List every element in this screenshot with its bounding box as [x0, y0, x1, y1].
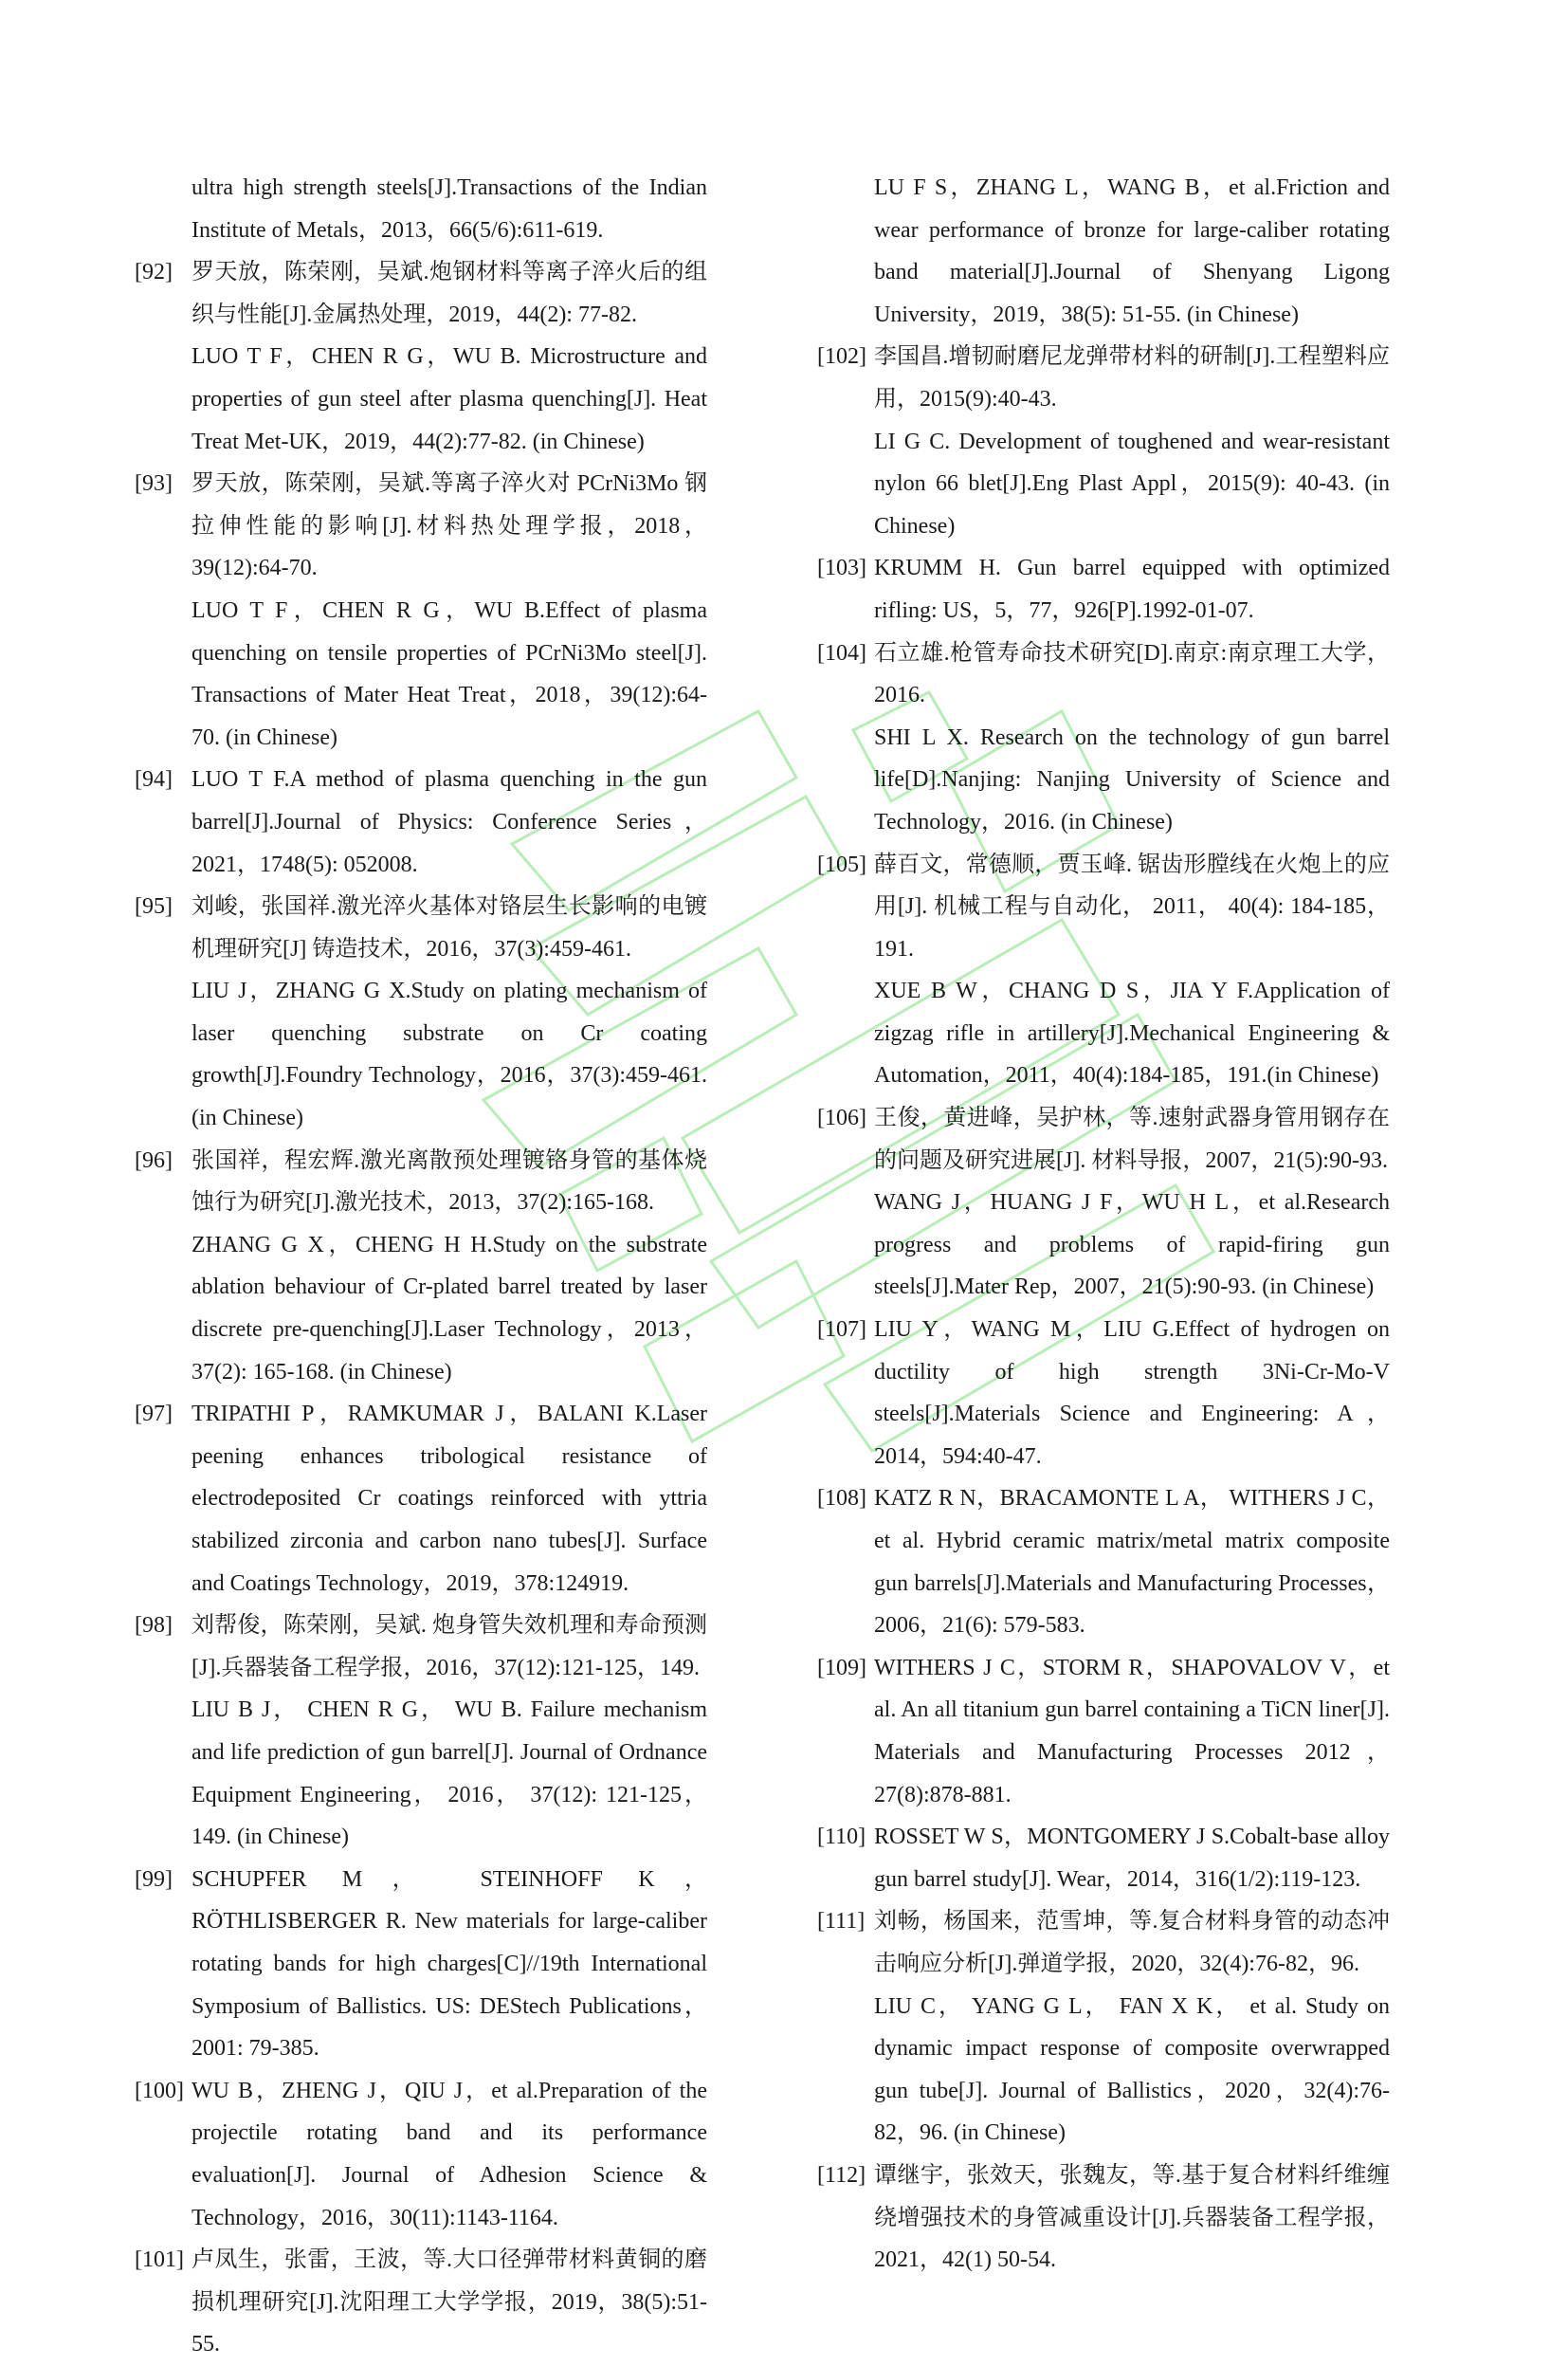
reference-number: [99]: [135, 1866, 173, 1892]
reference-text: ultra high strength steels[J].Transactions of the Indian Institute of Metals，2013，66(5/6):611-619.: [191, 175, 707, 243]
reference-entry: [135, 1393, 707, 1605]
reference-text-chinese: 石立雄.枪管寿命技术研究[D].南京:南京理工大学，2016.: [874, 640, 1390, 708]
reference-entry: [135, 463, 707, 759]
reference-number: [98]: [135, 1613, 173, 1639]
reference-entry: [817, 336, 1390, 547]
reference-text: LIU Y，WANG M，LIU G.Effect of hydrogen on ductility of high strength 3Ni-Cr-Mo-V steels[J].Materials Science and Engineering: A，2014，594:40-47.: [874, 1317, 1390, 1469]
reference-entry: [817, 1477, 1390, 1646]
reference-entry: [135, 886, 707, 1140]
reference-text-chinese: 王俊，黄进峰，吴护林，等.速射武器身管用钢存在的问题及研究进展[J]. 材料导报，2007，21(5):90-93.: [874, 1106, 1390, 1173]
reference-number: [107]: [817, 1317, 866, 1343]
reference-number: [112]: [817, 2162, 866, 2188]
reference-entry: [135, 1140, 707, 1394]
reference-text-english: LI G C. Development of toughened and wear-resistant nylon 66 blet[J].Eng Plast Appl，2015(9): 40-43. (in Chinese): [874, 429, 1390, 539]
reference-number: [95]: [135, 894, 173, 920]
reference-text-chinese: 罗天放，陈荣刚，吴斌.炮钢材料等离子淬火后的组织与性能[J].金属热处理，2019，44(2): 77-82.: [191, 260, 707, 327]
reference-text-english: LIU J，ZHANG G X.Study on plating mechanism of laser quenching substrate on Cr coating growth[J].Foundry Technology，2016，37(3):459-461. (in Chinese): [191, 979, 707, 1131]
reference-entry: [817, 547, 1390, 632]
reference-text: WU B，ZHENG J，QIU J，et al.Preparation of the projectile rotating band and its performance evaluation[J]. Journal of Adhesion Science & Technology，2016，30(11):1143-1164.: [191, 2078, 707, 2230]
reference-number: [97]: [135, 1402, 173, 1427]
reference-text-english: LIU B J， CHEN R G， WU B. Failure mechanism and life prediction of gun barrel[J]. Journal of Ordnance Equipment Engineering， 2016， 37(12): 121-125，149. (in Chinese): [191, 1697, 707, 1850]
reference-column-right: [817, 167, 1390, 2282]
reference-entry: [135, 1859, 707, 2070]
reference-entry: [817, 633, 1390, 844]
reference-text-english: LIU C， YANG G L， FAN X K， et al. Study on dynamic impact response of composite overwrapped gun tube[J]. Journal of Ballistics，2020，32(4):76-82，96. (in Chinese): [874, 1993, 1390, 2146]
reference-entry: [817, 1900, 1390, 2155]
reference-number: [103]: [817, 556, 866, 581]
reference-text-chinese: 张国祥，程宏辉.激光离散预处理镀铬身管的基体烧蚀行为研究[J].激光技术，2013，37(2):165-168.: [191, 1147, 707, 1216]
reference-text-english: LUO T F，CHEN R G，WU B. Microstructure and properties of gun steel after plasma quenching[J]. Heat Treat Met-UK，2019，44(2):77-82. (in Chinese): [191, 344, 707, 454]
reference-number: [110]: [817, 1825, 866, 1850]
reference-entry: [135, 2070, 707, 2239]
reference-text: LUO T F.A method of plasma quenching in the gun barrel[J].Journal of Physics: Conference Series，2021，1748(5): 052008.: [191, 767, 707, 877]
reference-entry: [135, 167, 707, 251]
reference-text-english: XUE B W，CHANG D S，JIA Y F.Application of zigzag rifle in artillery[J].Mechanical Engineering & Automation，2011，40(4):184-185，191.(in Chinese): [874, 979, 1390, 1089]
reference-text-english: SHI L X. Research on the technology of gun barrel life[D].Nanjing: Nanjing University of Science and Technology，2016. (in Chinese): [874, 724, 1390, 835]
reference-text-english: LUO T F，CHEN R G，WU B.Effect of plasma quenching on tensile properties of PCrNi3Mo steel[J]. Transactions of Mater Heat Treat，2018，39(12):64-70. (in Chinese): [191, 597, 707, 750]
reference-number: [96]: [135, 1147, 173, 1173]
reference-number: [111]: [817, 1909, 866, 1935]
reference-text-chinese: 罗天放，陈荣刚，吴斌.等离子淬火对 PCrNi3Mo 钢拉伸性能的影响[J].材料热处理学报，2018，39(12):64-70.: [191, 471, 707, 581]
reference-entry: [135, 1605, 707, 1859]
reference-number: [94]: [135, 767, 173, 793]
reference-number: [93]: [135, 471, 173, 497]
reference-text-chinese: 卢凤生，张雷，王波，等.大口径弹带材料黄铜的磨损机理研究[J].沈阳理工大学学报，2019，38(5):51-55.: [191, 2247, 707, 2357]
reference-text-chinese: 李国昌.增韧耐磨尼龙弹带材料的研制[J].工程塑料应用，2015(9):40-43.: [874, 344, 1390, 412]
reference-number: [92]: [135, 260, 173, 285]
reference-number: [108]: [817, 1486, 866, 1512]
reference-text-chinese: 谭继宇，张效天，张魏友，等.基于复合材料纤维缠绕增强技术的身管减重设计[J].兵器装备工程学报，2021，42(1) 50-54.: [874, 2162, 1390, 2273]
reference-text: LU F S，ZHANG L，WANG B，et al.Friction and wear performance of bronze for large-caliber rotating band material[J].Journal of Shenyang Ligong University，2019，38(5): 51-55. (in Chinese): [874, 175, 1390, 327]
reference-text: WITHERS J C，STORM R，SHAPOVALOV V，et al. An all titanium gun barrel containing a TiCN liner[J]. Materials and Manufacturing Processes 2012，27(8):878-881.: [874, 1655, 1390, 1807]
reference-text: KRUMM H. Gun barrel equipped with optimized rifling: US，5，77，926[P].1992-01-07.: [874, 556, 1390, 623]
reference-entry: [817, 1309, 1390, 1477]
reference-text: ROSSET W S，MONTGOMERY J S.Cobalt-base alloy gun barrel study[J]. Wear，2014，316(1/2):119-123.: [874, 1825, 1390, 1892]
reference-entry: [817, 844, 1390, 1098]
reference-entry: [817, 167, 1390, 336]
reference-text-chinese: 刘峻，张国祥.激光淬火基体对铬层生长影响的电镀机理研究[J] 铸造技术，2016，37(3):459-461.: [191, 894, 707, 962]
reference-number: [101]: [135, 2247, 184, 2273]
reference-text-english: WANG J，HUANG J F，WU H L，et al.Research progress and problems of rapid-firing gun steels[J].Mater Rep，2007，21(5):90-93. (in Chinese): [874, 1190, 1390, 1300]
reference-entry: [135, 759, 707, 886]
reference-text-english: ZHANG G X，CHENG H H.Study on the substrate ablation behaviour of Cr-plated barrel treated by laser discrete pre-quenching[J].Laser Technology，2013，37(2): 165-168. (in Chinese): [191, 1232, 707, 1385]
reference-entry: [817, 1647, 1390, 1816]
reference-text-chinese: 刘畅，杨国来，范雪坤，等.复合材料身管的动态冲击响应分析[J].弹道学报，2020，32(4):76-82，96.: [874, 1909, 1390, 1976]
reference-entry: [817, 1097, 1390, 1309]
reference-entry: [135, 251, 707, 463]
reference-text: SCHUPFER M， STEINHOFF K， RÖTHLISBERGER R. New materials for large-caliber rotating bands for high charges[C]//19th International Symposium of Ballistics. US: DEStech Publications，2001: 79-385.: [191, 1866, 707, 2062]
reference-text: KATZ R N，BRACAMONTE L A， WITHERS J C， et al. Hybrid ceramic matrix/metal matrix composite gun barrels[J].Materials and Manufacturing Processes，2006，21(6): 579-583.: [874, 1486, 1390, 1639]
reference-number: [102]: [817, 344, 866, 370]
reference-number: [100]: [135, 2078, 184, 2103]
reference-text: TRIPATHI P，RAMKUMAR J，BALANI K.Laser peening enhances tribological resistance of electrodeposited Cr coatings reinforced with yttria stabilized zirconia and carbon nano tubes[J]. Surface and Coatings Technology，2019，378:124919.: [191, 1402, 707, 1596]
reference-column-left: [135, 167, 707, 2366]
reference-number: [109]: [817, 1655, 866, 1680]
reference-number: [105]: [817, 852, 866, 877]
reference-text-chinese: 薛百文，常德顺，贾玉峰. 锯齿形膛线在火炮上的应用[J]. 机械工程与自动化， 2011， 40(4): 184-185，191.: [874, 852, 1390, 962]
reference-number: [104]: [817, 640, 866, 666]
reference-entry: [135, 2239, 707, 2366]
reference-text-chinese: 刘帮俊，陈荣刚，吴斌. 炮身管失效机理和寿命预测[J].兵器装备工程学报，2016，37(12):121-125，149.: [191, 1613, 707, 1680]
reference-number: [106]: [817, 1106, 866, 1131]
reference-entry: [817, 1816, 1390, 1900]
